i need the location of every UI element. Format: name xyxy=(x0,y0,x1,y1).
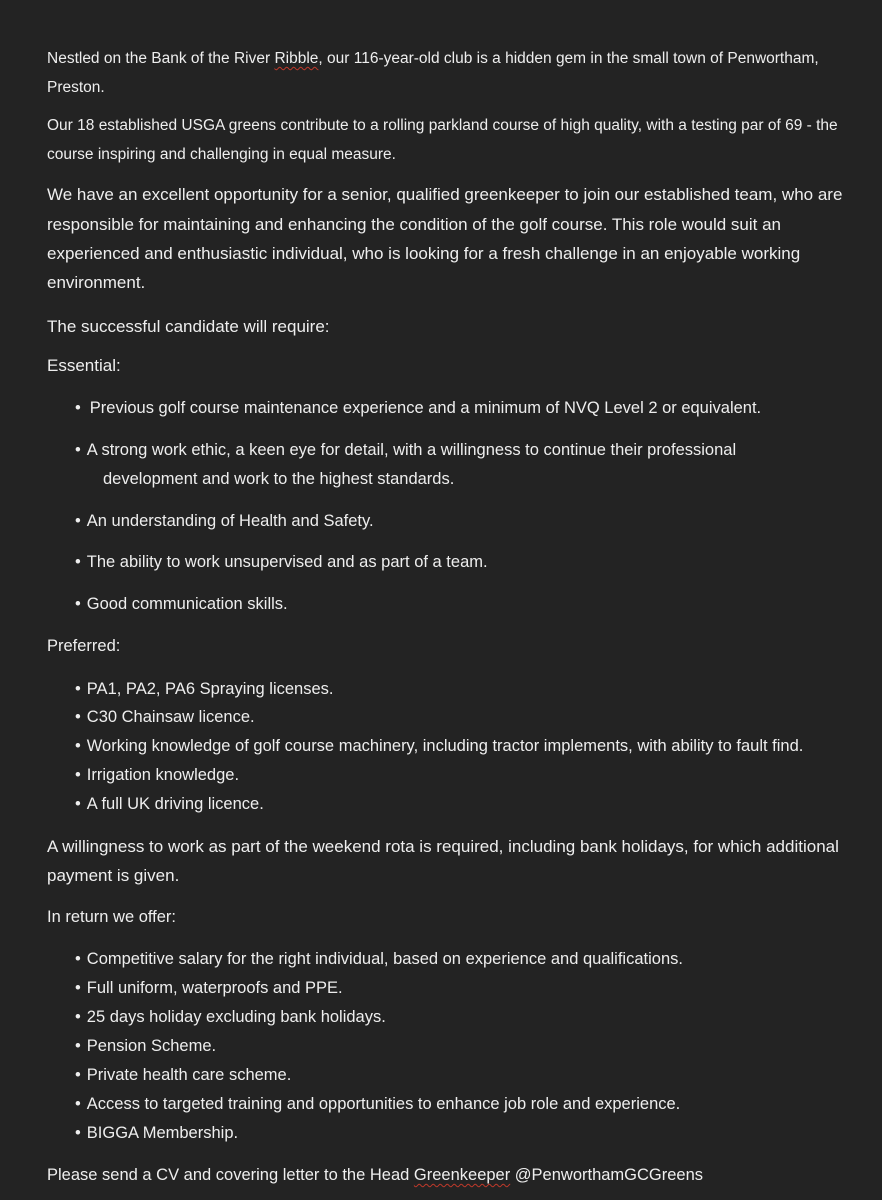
bullet-icon: • xyxy=(75,1124,81,1142)
essential-heading: Essential: xyxy=(47,356,121,375)
intro-paragraph-2-line-1: Our 18 established USGA greens contribute to a rolling parkland course of high quality, with a testing par of 69 - the xyxy=(47,117,838,134)
bullet-icon: • xyxy=(75,595,81,613)
requirements-intro: The successful candidate will require: xyxy=(47,317,330,336)
intro-paragraph-1-line-2: Preston. xyxy=(47,79,105,96)
bullet-icon: • xyxy=(75,512,81,530)
misspelled-word: Ribble xyxy=(274,50,319,67)
offer-item-text: Access to targeted training and opportunities to enhance job role and experience. xyxy=(86,1095,681,1113)
weekend-rota-line-2: payment is given. xyxy=(47,866,180,885)
offer-item xyxy=(75,1125,238,1142)
preferred-item-text: Working knowledge of golf course machinery, including tractor implements, with ability to fault find. xyxy=(86,737,804,755)
offer-item xyxy=(75,1038,216,1055)
intro-paragraph-3-line-3: experienced and enthusiastic individual, who is looking for a fresh challenge in an enjoyable working xyxy=(47,244,801,263)
offer-item xyxy=(75,1067,291,1084)
closing-line xyxy=(47,1167,703,1184)
bullet-icon: • xyxy=(75,795,81,813)
offer-item xyxy=(75,1009,386,1026)
offer-item xyxy=(75,951,683,968)
essential-item xyxy=(75,596,288,613)
bullet-icon: • xyxy=(75,766,81,784)
preferred-item xyxy=(75,738,803,755)
preferred-item-text: C30 Chainsaw licence. xyxy=(86,708,255,726)
essential-item-text: Previous golf course maintenance experience and a minimum of NVQ Level 2 or equivalent. xyxy=(89,399,762,417)
text-span: Nestled on the Bank of the River xyxy=(47,50,275,67)
essential-item xyxy=(75,442,736,459)
intro-paragraph-3-line-1: We have an excellent opportunity for a senior, qualified greenkeeper to join our established team, who are xyxy=(47,185,843,204)
offer-item-text: BIGGA Membership. xyxy=(86,1124,239,1142)
offer-item-text: Pension Scheme. xyxy=(86,1037,217,1055)
intro-paragraph-1-line-1 xyxy=(47,51,819,67)
intro-paragraph-2-line-2: course inspiring and challenging in equal measure. xyxy=(47,146,396,163)
bullet-icon: • xyxy=(75,553,81,571)
preferred-item-text: A full UK driving licence. xyxy=(86,795,264,813)
essential-item-text: An understanding of Health and Safety. xyxy=(86,512,374,530)
preferred-item-text: Irrigation knowledge. xyxy=(86,766,240,784)
offer-item xyxy=(75,1096,680,1113)
offer-item-text: Competitive salary for the right individual, based on experience and qualifications. xyxy=(86,950,683,968)
offer-item xyxy=(75,980,343,997)
bullet-icon: • xyxy=(75,399,81,417)
offer-item-text: 25 days holiday excluding bank holidays. xyxy=(86,1008,386,1026)
bullet-icon: • xyxy=(75,1037,81,1055)
offer-item-text: Full uniform, waterproofs and PPE. xyxy=(86,979,343,997)
essential-item xyxy=(75,554,488,571)
intro-paragraph-3-line-2: responsible for maintaining and enhancing the condition of the golf course. This role would suit an xyxy=(47,215,781,234)
bullet-icon: • xyxy=(75,708,81,726)
preferred-item xyxy=(75,709,255,726)
essential-item-text: Good communication skills. xyxy=(86,595,288,613)
bullet-icon: • xyxy=(75,979,81,997)
weekend-rota-line-1: A willingness to work as part of the weekend rota is required, including bank holidays, for which additional xyxy=(47,837,839,856)
bullet-icon: • xyxy=(75,1008,81,1026)
preferred-item xyxy=(75,767,239,784)
essential-item-text: The ability to work unsupervised and as part of a team. xyxy=(86,553,488,571)
text-span: , our 116-year-old club is a hidden gem in the small town of Penwortham, xyxy=(318,50,819,67)
preferred-item-text: PA1, PA2, PA6 Spraying licenses. xyxy=(86,680,334,698)
preferred-item xyxy=(75,796,264,813)
bullet-icon: • xyxy=(75,680,81,698)
essential-item-text: A strong work ethic, a keen eye for detail, with a willingness to continue their professional xyxy=(86,441,737,459)
essential-item xyxy=(75,400,761,417)
essential-item-continuation: development and work to the highest standards. xyxy=(103,470,455,488)
preferred-item xyxy=(75,681,334,698)
bullet-icon: • xyxy=(75,1066,81,1084)
intro-paragraph-3-line-4: environment. xyxy=(47,273,146,292)
text-span: @PenworthamGCGreens xyxy=(510,1166,704,1184)
text-span: Please send a CV and covering letter to the Head xyxy=(47,1166,414,1184)
bullet-icon: • xyxy=(75,1095,81,1113)
essential-item xyxy=(75,513,374,530)
misspelled-word: Greenkeeper xyxy=(413,1166,511,1184)
offer-item-text: Private health care scheme. xyxy=(86,1066,292,1084)
bullet-icon: • xyxy=(75,441,81,459)
bullet-icon: • xyxy=(75,950,81,968)
bullet-icon: • xyxy=(75,737,81,755)
preferred-heading: Preferred: xyxy=(47,637,121,655)
offer-heading: In return we offer: xyxy=(47,908,177,926)
